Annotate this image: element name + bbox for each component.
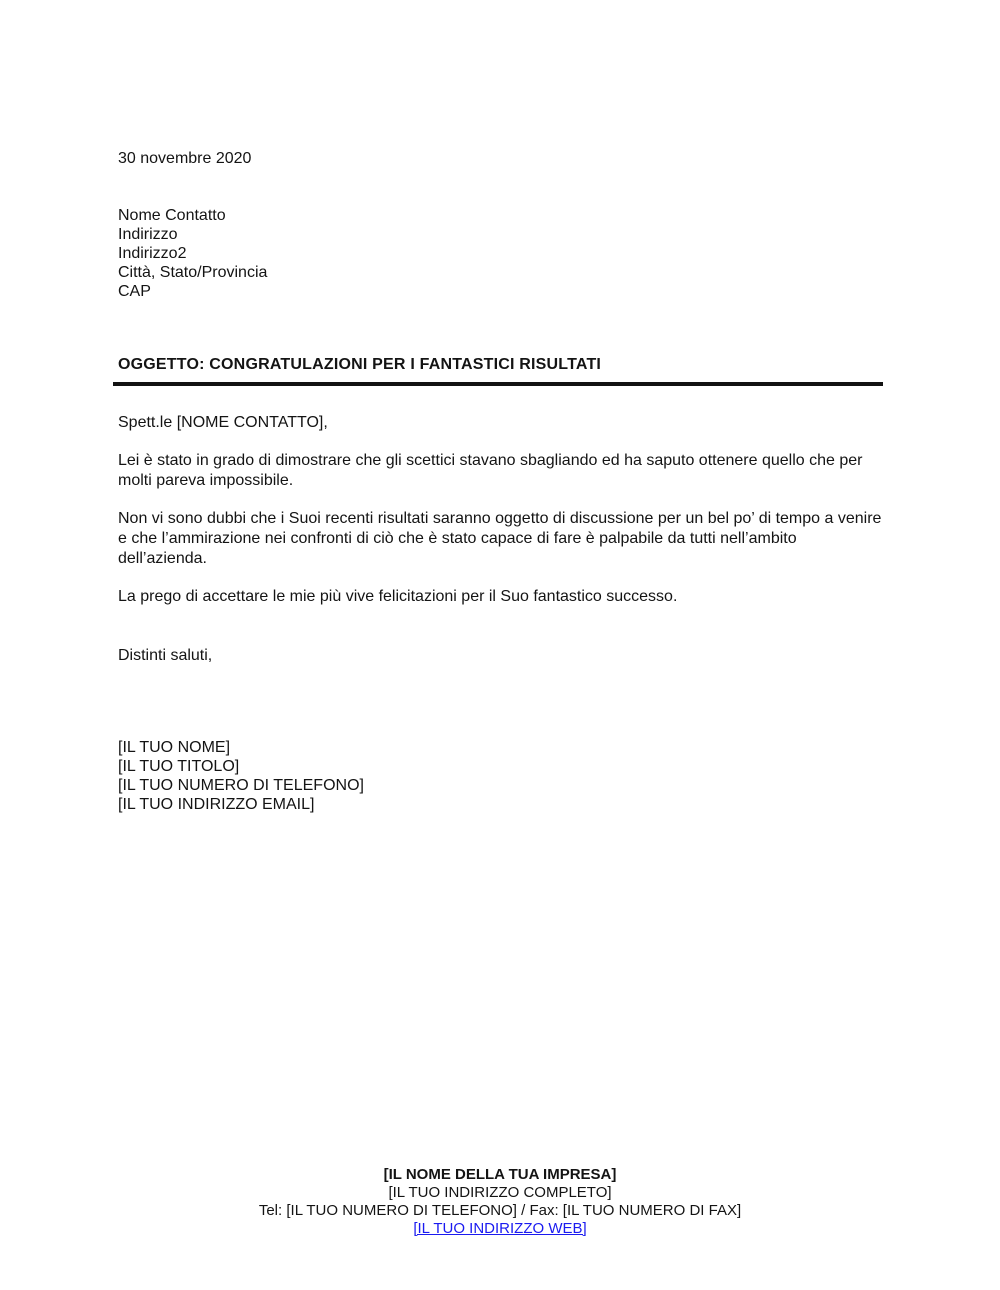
- recipient-address2: Indirizzo2: [118, 245, 187, 262]
- recipient-block: [118, 206, 883, 301]
- footer-phone-fax: Tel: [IL TUO NUMERO DI TELEFONO] / Fax: [IL TUO NUMERO DI FAX]: [258, 1202, 742, 1219]
- recipient-zip: CAP: [118, 283, 151, 300]
- recipient-address1: Indirizzo: [118, 226, 178, 243]
- signature-title: [IL TUO TITOLO]: [118, 758, 240, 775]
- recipient-name: Nome Contatto: [118, 207, 226, 224]
- signature-email: [IL TUO INDIRIZZO EMAIL]: [118, 796, 315, 813]
- body-paragraph: La prego di accettare le mie più vive felicitazioni per il Suo fantastico successo.: [118, 588, 678, 605]
- closing: Distinti saluti,: [118, 647, 213, 664]
- footer-company-name: [IL NOME DELLA TUA IMPRESA]: [383, 1166, 617, 1183]
- body-paragraph: Non vi sono dubbi che i Suoi recenti risultati saranno oggetto di discussione per un bel po’ di tempo a venire e che l’ammirazione nei confronti di ciò che è stato capace di fare è palpabile da tutti nell’ambito dell’azienda.: [118, 510, 882, 567]
- signature-name: [IL TUO NOME]: [118, 739, 231, 756]
- letter-footer: [0, 1166, 1000, 1238]
- letter-date: 30 novembre 2020: [118, 150, 252, 167]
- footer-address: [IL TUO INDIRIZZO COMPLETO]: [388, 1184, 612, 1201]
- website-link[interactable]: [IL TUO INDIRIZZO WEB]: [413, 1220, 587, 1237]
- letter-body: [118, 149, 883, 814]
- body-paragraph: Lei è stato in grado di dimostrare che gli scettici stavano sbagliando ed ha saputo ottenere quello che per molti pareva impossibile.: [118, 452, 863, 489]
- footer-web-line: [0, 1220, 1000, 1238]
- signature-phone: [IL TUO NUMERO DI TELEFONO]: [118, 777, 364, 794]
- subject-line: OGGETTO: CONGRATULAZIONI PER I FANTASTICI RISULTATI: [118, 356, 602, 373]
- recipient-city-state: Città, Stato/Provincia: [118, 264, 268, 281]
- subject-divider: [113, 382, 883, 386]
- salutation: Spett.le [NOME CONTATTO],: [118, 414, 328, 431]
- signature-block: [118, 738, 883, 814]
